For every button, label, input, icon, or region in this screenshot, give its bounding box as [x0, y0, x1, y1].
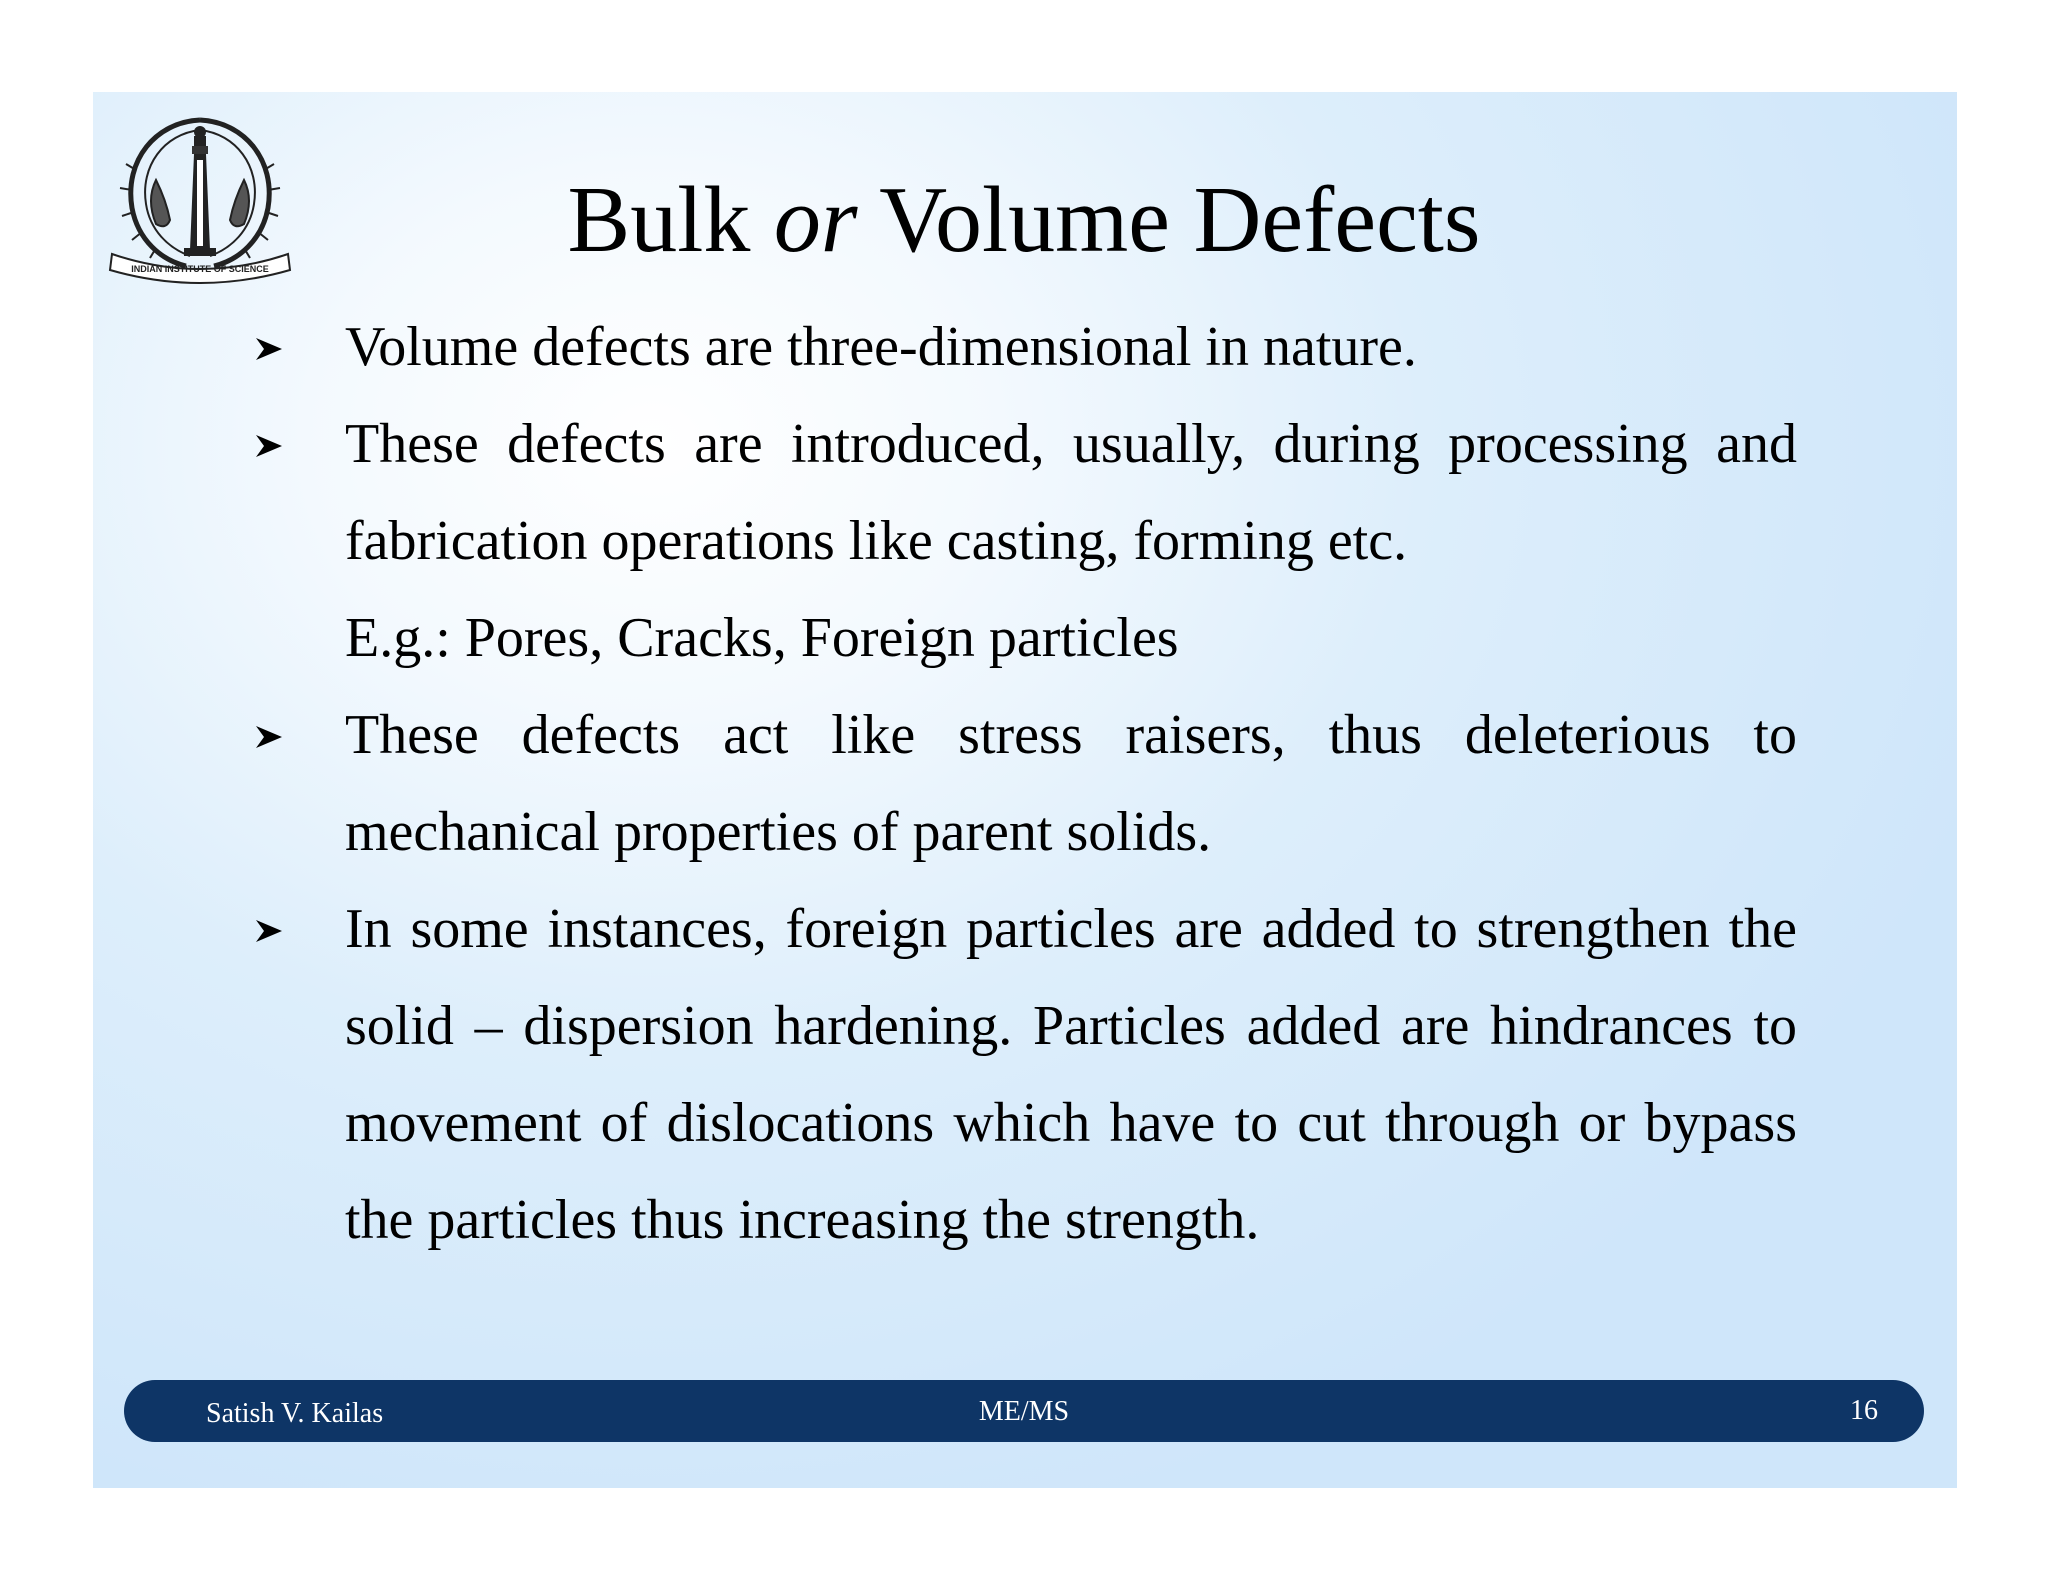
bullet-text: Volume defects are three-dimensional in nature.	[345, 316, 1417, 378]
example-line: E.g.: Pores, Cracks, Foreign particles	[345, 607, 1179, 669]
slide-content	[345, 299, 1797, 1269]
arrow-bullet-icon	[254, 722, 284, 752]
bullet-item	[345, 881, 1797, 1269]
bullet-text: These defects are introduced, usually, during processing and fabrication operations like casting, forming etc.	[345, 413, 1797, 572]
title-part2: Volume Defects	[857, 168, 1481, 272]
footer-bar	[124, 1380, 1924, 1442]
footer-author: Satish V. Kailas	[206, 1398, 384, 1429]
bullet-item	[345, 687, 1797, 881]
bullet-item	[345, 396, 1797, 590]
bullet-text: In some instances, foreign particles are added to strengthen the solid – dispersion hardening. Particles added are hindrances to movement of dislocations which have to cut through or bypass the particles thus increasing the strength.	[345, 898, 1797, 1251]
footer-course: ME/MS	[978, 1396, 1070, 1427]
slide-title	[0, 165, 2048, 275]
footer-page-number: 16	[1850, 1395, 1878, 1426]
bullet-item	[345, 299, 1797, 396]
logo-text: INDIAN INSTITUTE OF SCIENCE	[131, 264, 269, 274]
arrow-bullet-icon	[254, 431, 284, 461]
bullet-text: These defects act like stress raisers, thus deleterious to mechanical properties of parent solids.	[345, 704, 1797, 863]
arrow-bullet-icon	[254, 916, 284, 946]
title-italic: or	[773, 168, 858, 272]
arrow-bullet-icon	[254, 334, 284, 364]
title-part1: Bulk	[567, 168, 774, 272]
